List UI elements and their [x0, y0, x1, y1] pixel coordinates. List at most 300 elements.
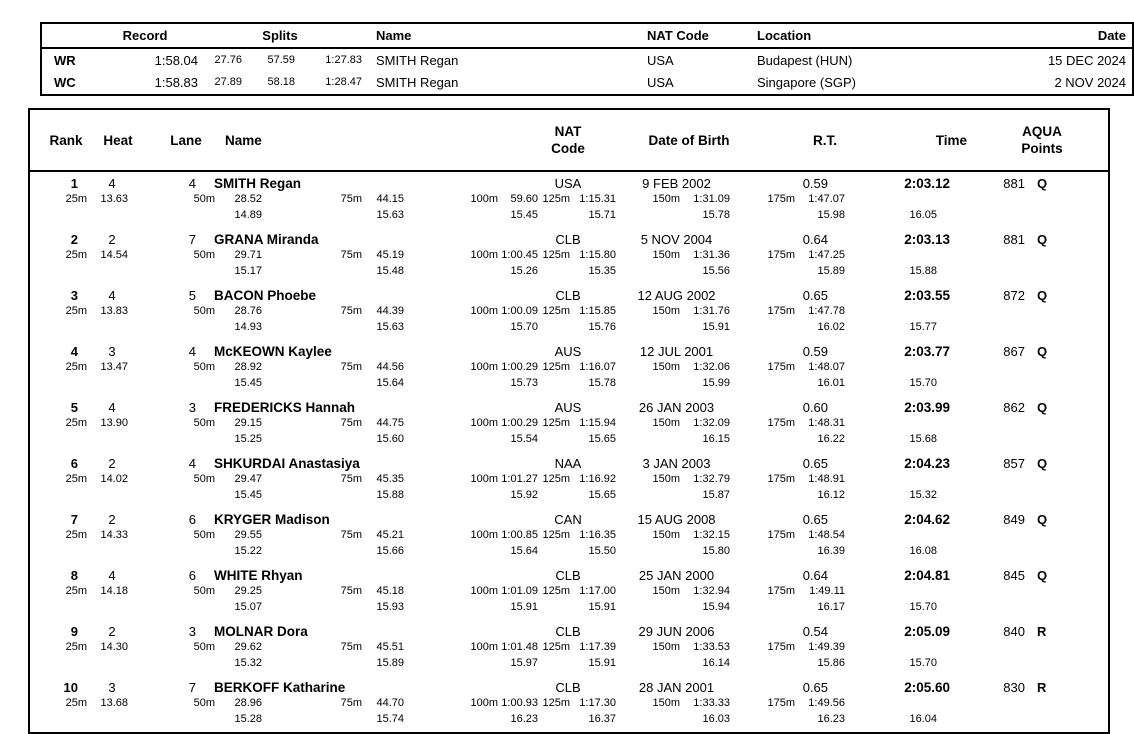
lane-value: 7: [188, 232, 196, 247]
split-time-value: 1:00.45: [501, 249, 538, 261]
lap-time-value: 15.91: [588, 601, 616, 613]
split-time-value: 1:32.09: [693, 417, 730, 429]
lap-time-value: 16.02: [817, 321, 845, 333]
date-of-birth-value: 12 JUL 2001: [639, 344, 714, 359]
split-distance-label: 100m: [470, 305, 498, 317]
split-time-value: 44.75: [376, 417, 404, 429]
split-distance-label: 25m: [65, 585, 87, 597]
lap-time-value: 15.86: [817, 657, 845, 669]
result-row: [30, 676, 1108, 732]
qualification-flag: Q: [1037, 176, 1048, 191]
final-time-value: 2:04.23: [904, 456, 950, 471]
record-type: WR: [54, 52, 76, 68]
lap-time-value: 15.17: [234, 265, 262, 277]
lap-time-value: 15.70: [510, 321, 538, 333]
lap-time-value: 15.97: [510, 657, 538, 669]
split-time-value: 1:49.11: [809, 585, 845, 597]
lap-time-value: 15.65: [588, 433, 616, 445]
split-time-value: 1:33.53: [693, 641, 730, 653]
split-distance-label: 50m: [193, 473, 215, 485]
date-of-birth-value: 9 FEB 2002: [642, 176, 711, 191]
split-distance-label: 150m: [652, 361, 680, 373]
lap-time-value: 16.03: [702, 713, 730, 725]
lap-time-value: 15.91: [702, 321, 730, 333]
split-distance-label: 75m: [340, 641, 362, 653]
result-row: [30, 284, 1108, 340]
lap-time-value: 16.22: [817, 433, 845, 445]
split-time-value: 1:00.29: [501, 361, 538, 373]
split-distance-label: 75m: [340, 361, 362, 373]
split-distance-label: 125m: [542, 585, 570, 597]
header-heat: Heat: [103, 132, 133, 148]
qualification-flag: Q: [1037, 512, 1048, 527]
lap-time-value: 15.71: [588, 209, 616, 221]
split-distance-label: 50m: [193, 193, 215, 205]
lap-time-value: 15.64: [510, 545, 538, 557]
swimmer-name: GRANA Miranda: [214, 232, 319, 247]
split-distance-label: 25m: [65, 641, 87, 653]
record-time: 1:58.83: [154, 74, 198, 90]
lap-time-value: 15.45: [234, 489, 262, 501]
split-distance-label: 125m: [542, 305, 570, 317]
split-distance-label: 75m: [340, 585, 362, 597]
lap-time-value: 15.91: [588, 657, 616, 669]
split-time-value: 1:00.29: [501, 417, 538, 429]
result-row: [30, 228, 1108, 284]
record-split-100: 57.59: [267, 54, 295, 66]
aqua-points-value: 849: [1003, 512, 1025, 527]
split-time-value: 1:47.78: [808, 305, 845, 317]
swimmer-name: MOLNAR Dora: [214, 624, 308, 639]
aqua-points-value: 867: [1003, 344, 1025, 359]
reaction-time-value: 0.64: [802, 568, 828, 583]
final-time-value: 2:03.77: [904, 344, 950, 359]
split-time-value: 1:48.07: [808, 361, 845, 373]
records-header-natcode: NAT Code: [647, 28, 709, 43]
split-time-value: 13.83: [100, 305, 128, 317]
rank-value: 10: [63, 680, 78, 695]
lap-time-value: 15.91: [510, 601, 538, 613]
qualification-flag: Q: [1037, 288, 1048, 303]
split-time-value: 14.54: [100, 249, 128, 261]
split-distance-label: 75m: [340, 529, 362, 541]
lap-time-value: 15.65: [588, 489, 616, 501]
lap-time-value: 16.08: [909, 545, 937, 557]
split-distance-label: 25m: [65, 361, 87, 373]
lap-time-value: 15.88: [376, 489, 404, 501]
result-row: [30, 564, 1108, 620]
split-time-value: 13.90: [100, 417, 128, 429]
date-of-birth-value: 15 AUG 2008: [637, 512, 716, 527]
record-row-wc: [42, 71, 1132, 93]
split-time-value: 1:16.35: [579, 529, 616, 541]
split-distance-label: 25m: [65, 417, 87, 429]
final-time-value: 2:03.13: [904, 232, 950, 247]
split-distance-label: 25m: [65, 193, 87, 205]
rank-value: 3: [70, 288, 78, 303]
split-time-value: 13.68: [100, 697, 128, 709]
split-distance-label: 50m: [193, 417, 215, 429]
date-of-birth-value: 12 AUG 2002: [637, 288, 716, 303]
records-header-location: Location: [757, 28, 812, 43]
swimmer-name: BERKOFF Katharine: [214, 680, 346, 695]
final-time-value: 2:05.60: [904, 680, 950, 695]
lap-time-value: 15.94: [702, 601, 730, 613]
final-time-value: 2:03.55: [904, 288, 950, 303]
split-time-value: 44.70: [376, 697, 404, 709]
aqua-points-value: 881: [1003, 176, 1025, 191]
lap-time-value: 15.89: [376, 657, 404, 669]
lap-time-value: 15.87: [702, 489, 730, 501]
swimmer-name: McKEOWN Kaylee: [214, 344, 332, 359]
split-time-value: 1:49.39: [808, 641, 845, 653]
date-of-birth-value: 26 JAN 2003: [638, 400, 715, 415]
rank-value: 2: [70, 232, 78, 247]
split-distance-label: 175m: [767, 361, 795, 373]
lap-time-value: 15.54: [510, 433, 538, 445]
qualification-flag: R: [1037, 680, 1047, 695]
aqua-points-value: 857: [1003, 456, 1025, 471]
lane-value: 7: [188, 680, 196, 695]
swimmer-name: SMITH Regan: [214, 176, 302, 191]
reaction-time-value: 0.59: [802, 344, 828, 359]
record-location: Singapore (SGP): [757, 74, 856, 90]
split-time-value: 1:32.06: [693, 361, 730, 373]
results-header-row: [30, 110, 1108, 172]
heat-value: 3: [108, 680, 116, 695]
results-table: [28, 108, 1110, 734]
lane-value: 4: [188, 344, 196, 359]
reaction-time-value: 0.54: [802, 624, 828, 639]
split-time-value: 1:49.56: [808, 697, 845, 709]
split-time-value: 1:00.93: [501, 697, 538, 709]
aqua-points-value: 862: [1003, 400, 1025, 415]
split-time-value: 45.51: [376, 641, 404, 653]
split-time-value: 1:17.00: [579, 585, 616, 597]
record-location: Budapest (HUN): [757, 52, 853, 68]
lap-time-value: 15.77: [909, 321, 937, 333]
split-distance-label: 100m: [470, 473, 498, 485]
heat-value: 4: [108, 288, 116, 303]
split-time-value: 1:16.07: [579, 361, 616, 373]
split-distance-label: 150m: [652, 305, 680, 317]
split-time-value: 1:32.94: [693, 585, 730, 597]
header-rank: Rank: [49, 132, 83, 148]
lap-time-value: 15.45: [510, 209, 538, 221]
reaction-time-value: 0.65: [802, 456, 828, 471]
lap-time-value: 15.89: [817, 265, 845, 277]
split-distance-label: 75m: [340, 305, 362, 317]
lap-time-value: 16.14: [702, 657, 730, 669]
result-row: [30, 620, 1108, 676]
reaction-time-value: 0.65: [802, 288, 828, 303]
lap-time-value: 15.32: [234, 657, 262, 669]
split-distance-label: 100m: [470, 529, 498, 541]
swimmer-name: SHKURDAI Anastasiya: [214, 456, 360, 471]
lap-time-value: 15.63: [376, 321, 404, 333]
record-split-100: 58.18: [267, 76, 295, 88]
record-date: 2 NOV 2024: [1054, 74, 1126, 90]
reaction-time-value: 0.65: [802, 512, 828, 527]
record-split-50: 27.89: [214, 76, 242, 88]
records-header-splits: Splits: [262, 28, 298, 43]
lap-time-value: 15.28: [234, 713, 262, 725]
split-time-value: 28.76: [234, 305, 262, 317]
split-distance-label: 50m: [193, 529, 215, 541]
records-table: [40, 22, 1134, 96]
split-distance-label: 75m: [340, 697, 362, 709]
date-of-birth-value: 5 NOV 2004: [640, 232, 713, 247]
split-distance-label: 125m: [542, 193, 570, 205]
split-distance-label: 150m: [652, 417, 680, 429]
results-rows: [30, 172, 1108, 732]
split-distance-label: 100m: [470, 417, 498, 429]
date-of-birth-value: 3 JAN 2003: [642, 456, 711, 471]
split-distance-label: 75m: [340, 249, 362, 261]
split-distance-label: 50m: [193, 305, 215, 317]
split-time-value: 1:00.09: [501, 305, 538, 317]
nat-code-value: NAA: [554, 456, 582, 471]
lap-time-value: 15.78: [588, 377, 616, 389]
record-date: 15 DEC 2024: [1047, 52, 1126, 68]
split-time-value: 1:47.25: [808, 249, 845, 261]
split-distance-label: 150m: [652, 193, 680, 205]
heat-value: 2: [108, 512, 116, 527]
split-time-value: 28.52: [234, 193, 262, 205]
split-distance-label: 150m: [652, 641, 680, 653]
heat-value: 3: [108, 344, 116, 359]
split-distance-label: 100m: [470, 585, 498, 597]
heat-value: 2: [108, 232, 116, 247]
lap-time-value: 15.76: [588, 321, 616, 333]
heat-value: 4: [108, 400, 116, 415]
lap-time-value: 15.45: [234, 377, 262, 389]
nat-code-value: CAN: [554, 512, 582, 527]
lane-value: 4: [188, 456, 196, 471]
split-time-value: 44.15: [376, 193, 404, 205]
lap-time-value: 15.32: [909, 489, 937, 501]
record-nat: USA: [647, 74, 674, 90]
lap-time-value: 15.22: [234, 545, 262, 557]
result-row: [30, 452, 1108, 508]
header-name: Name: [225, 132, 262, 148]
heat-value: 4: [108, 568, 116, 583]
split-time-value: 44.56: [376, 361, 404, 373]
record-type: WC: [54, 74, 76, 90]
split-time-value: 14.18: [100, 585, 128, 597]
split-time-value: 29.47: [234, 473, 262, 485]
split-time-value: 1:01.48: [501, 641, 538, 653]
heat-value: 2: [108, 624, 116, 639]
records-header-row: [42, 24, 1132, 49]
split-time-value: 1:15.85: [579, 305, 616, 317]
record-time: 1:58.04: [154, 52, 198, 68]
lap-time-value: 15.98: [817, 209, 845, 221]
split-distance-label: 25m: [65, 473, 87, 485]
record-split-150: 1:27.83: [325, 54, 362, 66]
swimmer-name: FREDERICKS Hannah: [214, 400, 356, 415]
split-time-value: 29.15: [234, 417, 262, 429]
nat-code-value: CLB: [555, 624, 581, 639]
final-time-value: 2:04.81: [904, 568, 950, 583]
lane-value: 3: [188, 400, 196, 415]
lap-time-value: 15.26: [510, 265, 538, 277]
lap-time-value: 15.63: [376, 209, 404, 221]
split-distance-label: 50m: [193, 249, 215, 261]
split-distance-label: 50m: [193, 641, 215, 653]
split-time-value: 1:01.09: [501, 585, 538, 597]
header-aqua-points: AQUA Points: [1021, 124, 1063, 156]
lap-time-value: 15.64: [376, 377, 404, 389]
lane-value: 6: [188, 512, 196, 527]
reaction-time-value: 0.65: [802, 680, 828, 695]
qualification-flag: Q: [1037, 344, 1048, 359]
header-lane: Lane: [170, 132, 202, 148]
record-holder-name: SMITH Regan: [376, 74, 459, 90]
split-distance-label: 50m: [193, 361, 215, 373]
split-time-value: 1:16.92: [579, 473, 616, 485]
lap-time-value: 16.05: [909, 209, 937, 221]
split-distance-label: 175m: [767, 529, 795, 541]
split-time-value: 1:48.31: [808, 417, 845, 429]
split-distance-label: 150m: [652, 529, 680, 541]
aqua-points-value: 845: [1003, 568, 1025, 583]
date-of-birth-value: 29 JUN 2006: [638, 624, 715, 639]
rank-value: 9: [70, 624, 78, 639]
split-time-value: 29.25: [234, 585, 262, 597]
split-distance-label: 25m: [65, 249, 87, 261]
split-time-value: 29.55: [234, 529, 262, 541]
split-time-value: 59.60: [510, 193, 538, 205]
split-distance-label: 100m: [470, 193, 498, 205]
split-distance-label: 75m: [340, 193, 362, 205]
lap-time-value: 15.80: [702, 545, 730, 557]
result-row: [30, 340, 1108, 396]
date-of-birth-value: 28 JAN 2001: [638, 680, 715, 695]
split-time-value: 28.96: [234, 697, 262, 709]
records-header-record: Record: [122, 28, 168, 43]
heat-value: 4: [108, 176, 116, 191]
lap-time-value: 15.92: [510, 489, 538, 501]
split-distance-label: 75m: [340, 417, 362, 429]
lap-time-value: 15.99: [702, 377, 730, 389]
split-time-value: 1:31.36: [693, 249, 730, 261]
result-row: [30, 396, 1108, 452]
rank-value: 4: [70, 344, 78, 359]
qualification-flag: Q: [1037, 568, 1048, 583]
header-time: Time: [935, 132, 967, 148]
nat-code-value: CLB: [555, 288, 581, 303]
record-split-150: 1:28.47: [325, 76, 362, 88]
split-time-value: 1:15.31: [579, 193, 616, 205]
header-date-of-birth: Date of Birth: [648, 132, 730, 148]
lap-time-value: 14.93: [234, 321, 262, 333]
nat-code-value: AUS: [554, 400, 582, 415]
records-header-name: Name: [376, 28, 412, 43]
split-distance-label: 25m: [65, 697, 87, 709]
split-time-value: 1:00.85: [501, 529, 538, 541]
split-distance-label: 50m: [193, 585, 215, 597]
split-time-value: 44.39: [376, 305, 404, 317]
split-distance-label: 150m: [652, 473, 680, 485]
lap-time-value: 16.04: [909, 713, 937, 725]
split-distance-label: 100m: [470, 249, 498, 261]
record-split-50: 27.76: [214, 54, 242, 66]
split-distance-label: 100m: [470, 641, 498, 653]
rank-value: 6: [70, 456, 78, 471]
nat-code-value: CLB: [555, 232, 581, 247]
nat-code-value: AUS: [554, 344, 582, 359]
reaction-time-value: 0.59: [802, 176, 828, 191]
date-of-birth-value: 25 JAN 2000: [638, 568, 715, 583]
split-distance-label: 175m: [767, 193, 795, 205]
split-distance-label: 125m: [542, 641, 570, 653]
lap-time-value: 15.60: [376, 433, 404, 445]
split-time-value: 1:15.80: [579, 249, 616, 261]
final-time-value: 2:05.09: [904, 624, 950, 639]
split-time-value: 13.63: [100, 193, 128, 205]
lap-time-value: 15.88: [909, 265, 937, 277]
split-distance-label: 125m: [542, 361, 570, 373]
split-time-value: 1:32.15: [693, 529, 730, 541]
split-time-value: 1:48.91: [808, 473, 845, 485]
swimmer-name: KRYGER Madison: [214, 512, 330, 527]
lap-time-value: 14.89: [234, 209, 262, 221]
record-row-wr: [42, 49, 1132, 71]
lap-time-value: 16.17: [817, 601, 845, 613]
lap-time-value: 15.93: [376, 601, 404, 613]
split-time-value: 45.18: [376, 585, 404, 597]
qualification-flag: Q: [1037, 400, 1048, 415]
lap-time-value: 15.78: [702, 209, 730, 221]
lap-time-value: 15.73: [510, 377, 538, 389]
heat-value: 2: [108, 456, 116, 471]
rank-value: 1: [70, 176, 78, 191]
split-distance-label: 125m: [542, 529, 570, 541]
split-time-value: 1:15.94: [579, 417, 616, 429]
lap-time-value: 16.01: [817, 377, 845, 389]
lane-value: 5: [188, 288, 196, 303]
lap-time-value: 15.35: [588, 265, 616, 277]
split-time-value: 1:01.27: [501, 473, 538, 485]
split-distance-label: 50m: [193, 697, 215, 709]
lap-time-value: 15.70: [909, 601, 937, 613]
aqua-points-value: 881: [1003, 232, 1025, 247]
split-distance-label: 100m: [470, 361, 498, 373]
rank-value: 5: [70, 400, 78, 415]
lap-time-value: 16.37: [588, 713, 616, 725]
split-distance-label: 100m: [470, 697, 498, 709]
records-header-date: Date: [1097, 28, 1126, 43]
nat-code-value: CLB: [555, 680, 581, 695]
split-distance-label: 125m: [542, 417, 570, 429]
aqua-points-value: 830: [1003, 680, 1025, 695]
split-distance-label: 175m: [767, 697, 795, 709]
header-reaction-time: R.T.: [812, 132, 837, 148]
lap-time-value: 16.23: [510, 713, 538, 725]
split-distance-label: 25m: [65, 305, 87, 317]
split-time-value: 13.47: [100, 361, 128, 373]
lap-time-value: 16.23: [817, 713, 845, 725]
header-nat-code: NAT Code: [551, 124, 585, 156]
lap-time-value: 15.50: [588, 545, 616, 557]
lane-value: 6: [188, 568, 196, 583]
split-distance-label: 175m: [767, 473, 795, 485]
aqua-points-value: 872: [1003, 288, 1025, 303]
lap-time-value: 15.56: [702, 265, 730, 277]
split-distance-label: 150m: [652, 697, 680, 709]
lane-value: 4: [188, 176, 196, 191]
